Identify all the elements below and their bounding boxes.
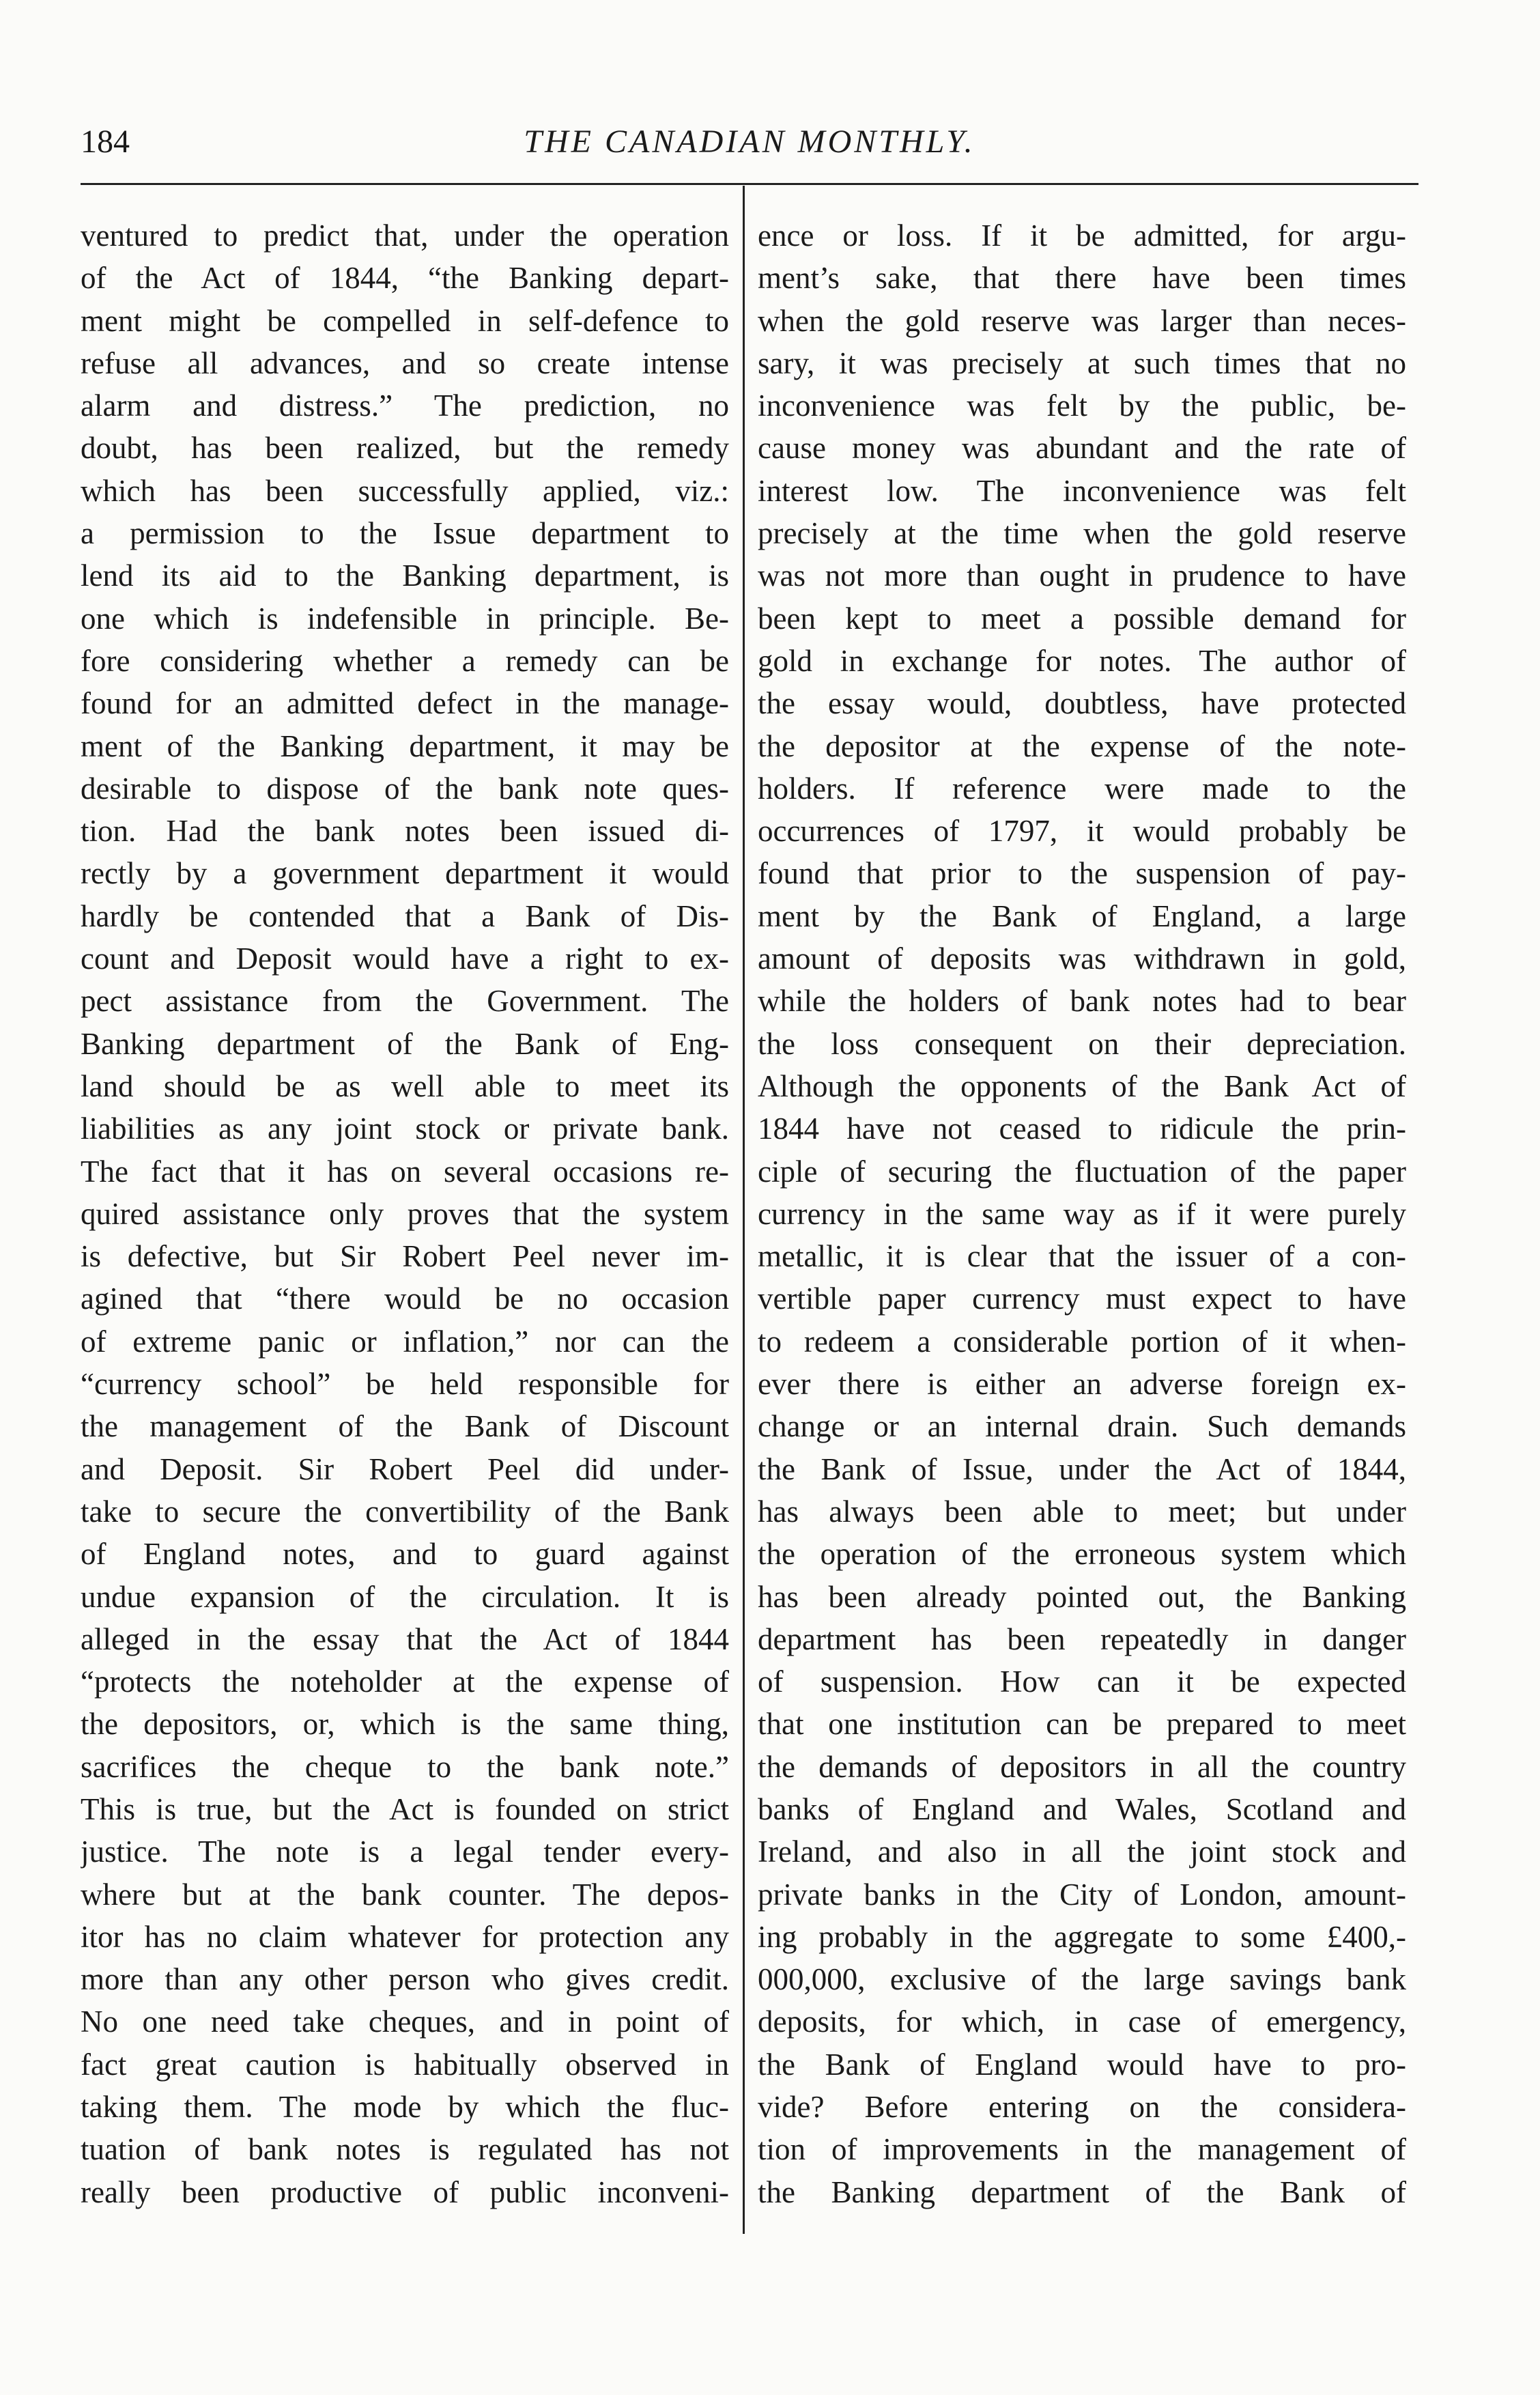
text-line: found for an admitted defect in the manage- (81, 686, 729, 721)
text-line: refuse all advances, and so create intense (81, 345, 729, 380)
text-line: tion of improvements in the management of (758, 2132, 1406, 2167)
text-line: agined that “there would be no occasion (81, 1281, 729, 1316)
text-line: the essay would, doubtless, have protected (758, 686, 1406, 721)
text-line: itor has no claim whatever for protection any (81, 1919, 729, 1954)
page-number: 184 (81, 124, 130, 160)
text-line: Banking department of the Bank of Eng- (81, 1026, 729, 1061)
text-line: lend its aid to the Banking department, is (81, 558, 729, 593)
text-line: ence or loss. If it be admitted, for argu- (758, 218, 1406, 253)
text-line: amount of deposits was withdrawn in gold, (758, 941, 1406, 976)
text-line: interest low. The inconvenience was felt (758, 473, 1406, 508)
text-line: a permission to the Issue department to (81, 516, 729, 551)
text-line: to redeem a considerable portion of it when- (758, 1324, 1406, 1359)
text-line: alarm and distress.” The prediction, no (81, 388, 729, 423)
text-line: cause money was abundant and the rate of (758, 431, 1406, 466)
text-line: ciple of securing the fluctuation of the paper (758, 1154, 1406, 1189)
text-line: 1844 have not ceased to ridicule the prin- (758, 1111, 1406, 1146)
text-line: of the Act of 1844, “the Banking depart- (81, 261, 729, 296)
text-line: the depositor at the expense of the note- (758, 728, 1406, 763)
text-line: land should be as well able to meet its (81, 1068, 729, 1103)
text-line: take to secure the convertibility of the Bank (81, 1494, 729, 1529)
text-line: tuation of bank notes is regulated has not (81, 2132, 729, 2167)
header-rule (81, 183, 1418, 185)
text-line: the demands of depositors in all the country (758, 1749, 1406, 1784)
text-line: hardly be contended that a Bank of Dis- (81, 898, 729, 933)
text-line: really been productive of public inconveni- (81, 2174, 729, 2209)
text-line: alleged in the essay that the Act of 1844 (81, 1621, 729, 1656)
text-line: No one need take cheques, and in point of (81, 2004, 729, 2039)
text-line: of extreme panic or inflation,” nor can the (81, 1324, 729, 1359)
text-line: change or an internal drain. Such demands (758, 1409, 1406, 1444)
text-line: deposits, for which, in case of emergency, (758, 2004, 1406, 2039)
text-line: was not more than ought in prudence to have (758, 558, 1406, 593)
text-line: which has been successfully applied, viz.: (81, 473, 729, 508)
text-line: that one institution can be prepared to meet (758, 1707, 1406, 1742)
text-line: ing probably in the aggregate to some £400,- (758, 1919, 1406, 1954)
page-header (81, 115, 1418, 169)
column-divider (743, 186, 745, 2234)
text-line: fore considering whether a remedy can be (81, 643, 729, 678)
text-line: has always been able to meet; but under (758, 1494, 1406, 1529)
text-line: vide? Before entering on the considera- (758, 2090, 1406, 2125)
text-line: while the holders of bank notes had to bear (758, 984, 1406, 1019)
text-line: doubt, has been realized, but the remedy (81, 431, 729, 466)
text-line: found that prior to the suspension of pay- (758, 856, 1406, 891)
text-line: ventured to predict that, under the operation (81, 218, 729, 253)
text-line: holders. If reference were made to the (758, 771, 1406, 806)
text-line: the Bank of Issue, under the Act of 1844, (758, 1451, 1406, 1486)
text-line: tion. Had the bank notes been issued di- (81, 814, 729, 849)
text-line: Although the opponents of the Bank Act of (758, 1068, 1406, 1103)
text-line: been kept to meet a possible demand for (758, 601, 1406, 636)
text-line: ment might be compelled in self-defence to (81, 303, 729, 338)
text-line: This is true, but the Act is founded on strict (81, 1791, 729, 1826)
text-line: the depositors, or, which is the same thing, (81, 1707, 729, 1742)
text-line: the management of the Bank of Discount (81, 1409, 729, 1444)
text-line: rectly by a government department it would (81, 856, 729, 891)
text-line: of England notes, and to guard against (81, 1537, 729, 1572)
text-line: “protects the noteholder at the expense of (81, 1664, 729, 1699)
text-line: gold in exchange for notes. The author of (758, 643, 1406, 678)
text-line: “currency school” be held responsible for (81, 1367, 729, 1402)
text-line: Ireland, and also in all the joint stock and (758, 1834, 1406, 1869)
text-line: and Deposit. Sir Robert Peel did under- (81, 1451, 729, 1486)
text-line: currency in the same way as if it were purely (758, 1196, 1406, 1231)
text-line: ment’s sake, that there have been times (758, 261, 1406, 296)
text-line: the Bank of England would have to pro- (758, 2047, 1406, 2082)
left-column (81, 214, 729, 2242)
text-line: pect assistance from the Government. The (81, 984, 729, 1019)
text-line: is defective, but Sir Robert Peel never im- (81, 1239, 729, 1274)
text-line: more than any other person who gives credit. (81, 1962, 729, 1997)
text-line: vertible paper currency must expect to have (758, 1281, 1406, 1316)
text-line: desirable to dispose of the bank note ques- (81, 771, 729, 806)
text-line: one which is indefensible in principle. Be- (81, 601, 729, 636)
text-line: of suspension. How can it be expected (758, 1664, 1406, 1699)
text-line: count and Deposit would have a right to ex- (81, 941, 729, 976)
text-line: private banks in the City of London, amount- (758, 1877, 1406, 1912)
text-line: occurrences of 1797, it would probably be (758, 814, 1406, 849)
text-line: justice. The note is a legal tender every- (81, 1834, 729, 1869)
text-line: quired assistance only proves that the system (81, 1196, 729, 1231)
text-line: inconvenience was felt by the public, be- (758, 388, 1406, 423)
text-line: the Banking department of the Bank of (758, 2174, 1406, 2209)
text-line: where but at the bank counter. The depos- (81, 1877, 729, 1912)
text-line: metallic, it is clear that the issuer of a con- (758, 1239, 1406, 1274)
running-title: THE CANADIAN MONTHLY. (524, 124, 975, 160)
text-line: 000,000, exclusive of the large savings bank (758, 1962, 1406, 1997)
text-line: ment of the Banking department, it may be (81, 728, 729, 763)
text-line: taking them. The mode by which the fluc- (81, 2090, 729, 2125)
text-line: the operation of the erroneous system which (758, 1537, 1406, 1572)
text-line: fact great caution is habitually observed in (81, 2047, 729, 2082)
text-line: The fact that it has on several occasions re- (81, 1154, 729, 1189)
text-line: ever there is either an adverse foreign ex- (758, 1367, 1406, 1402)
text-line: liabilities as any joint stock or private bank. (81, 1111, 729, 1146)
text-line: ment by the Bank of England, a large (758, 898, 1406, 933)
text-line: undue expansion of the circulation. It is (81, 1579, 729, 1614)
right-column (758, 214, 1406, 2242)
text-line: department has been repeatedly in danger (758, 1621, 1406, 1656)
text-line: sacrifices the cheque to the bank note.” (81, 1749, 729, 1784)
text-line: banks of England and Wales, Scotland and (758, 1791, 1406, 1826)
text-line: precisely at the time when the gold reserve (758, 516, 1406, 551)
text-line: the loss consequent on their depreciation. (758, 1026, 1406, 1061)
text-line: sary, it was precisely at such times that no (758, 345, 1406, 380)
text-line: when the gold reserve was larger than neces- (758, 303, 1406, 338)
text-line: has been already pointed out, the Banking (758, 1579, 1406, 1614)
